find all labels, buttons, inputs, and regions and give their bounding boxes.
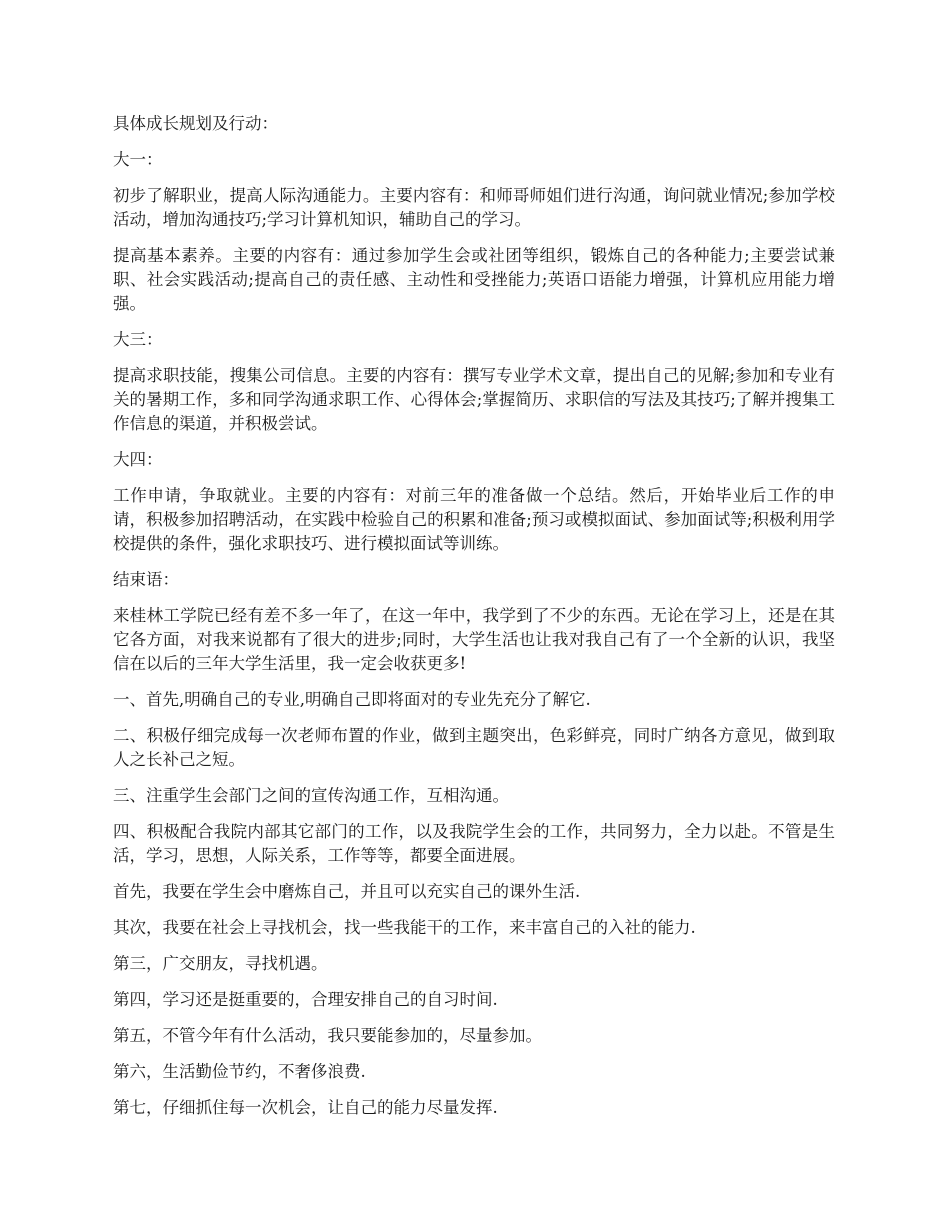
heading-year-four: 大四： [113, 450, 163, 469]
paragraph-job-application: 工作申请，争取就业。主要的内容有：对前三年的准备做一个总结。然后，开始毕业后工作的申请，积极参加招聘活动，在实践中检验自己的积累和准备;预习或模拟面试、参加面试等;积极利用学校提供的条件，强化求职技巧、进行模拟面试等训练。 [113, 486, 835, 553]
step-seventh: 第七，仔细抓住每一次机会，让自己的能力尽量发挥. [113, 1098, 498, 1117]
paragraph-communication: 初步了解职业，提高人际沟通能力。主要内容有：和师哥师姐们进行沟通，询问就业情况;参加学校活动，增加沟通技巧;学习计算机知识，辅助自己的学习。 [113, 186, 835, 229]
paragraph-conclusion: 来桂林工学院已经有差不多一年了，在这一年中，我学到了不少的东西。无论在学习上，还是在其它各方面，对我来说都有了很大的进步;同时，大学生活也让我对我自己有了一个全新的认识，我坚信在以后的三年大学生活里，我一定会收获更多! [113, 606, 835, 673]
step-fourth: 第四，学习还是挺重要的，合理安排自己的自习时间. [113, 990, 498, 1009]
paragraph-job-skills: 提高求职技能，搜集公司信息。主要的内容有：撰写专业学术文章，提出自己的见解;参加和专业有关的暑期工作，多和同学沟通求职工作、心得体会;掌握简历、求职信的写法及其技巧;了解并搜集工作信息的渠道，并积极尝试。 [113, 366, 835, 433]
list-item-three: 三、注重学生会部门之间的宣传沟通工作，互相沟通。 [113, 786, 509, 805]
document-body [113, 112, 835, 1132]
heading-conclusion: 结束语： [113, 570, 179, 589]
step-fifth: 第五，不管今年有什么活动，我只要能参加的，尽量参加。 [113, 1026, 542, 1045]
list-item-two: 二、积极仔细完成每一次老师布置的作业，做到主题突出，色彩鲜亮，同时广纳各方意见，做到取人之长补己之短。 [113, 726, 835, 769]
list-item-four: 四、积极配合我院内部其它部门的工作，以及我院学生会的工作，共同努力，全力以赴。不管是生活，学习，思想，人际关系，工作等等，都要全面进展。 [113, 822, 835, 865]
step-second: 其次，我要在社会上寻找机会，找一些我能干的工作，来丰富自己的入社的能力. [113, 918, 696, 937]
heading-year-one: 大一： [113, 150, 163, 169]
step-first: 首先，我要在学生会中磨炼自己，并且可以充实自己的课外生活. [113, 882, 581, 901]
step-third: 第三，广交朋友，寻找机遇。 [113, 954, 328, 973]
heading-year-three: 大三： [113, 330, 163, 349]
list-item-one: 一、首先,明确自己的专业,明确自己即将面对的专业先充分了解它. [113, 690, 591, 709]
step-sixth: 第六，生活勤俭节约，不奢侈浪费. [113, 1062, 366, 1081]
paragraph-basic-quality: 提高基本素养。主要的内容有：通过参加学生会或社团等组织，锻炼自己的各种能力;主要尝试兼职、社会实践活动;提高自己的责任感、主动性和受挫能力;英语口语能力增强，计算机应用能力增强。 [113, 246, 835, 313]
heading-growth-plan: 具体成长规划及行动： [113, 114, 278, 133]
